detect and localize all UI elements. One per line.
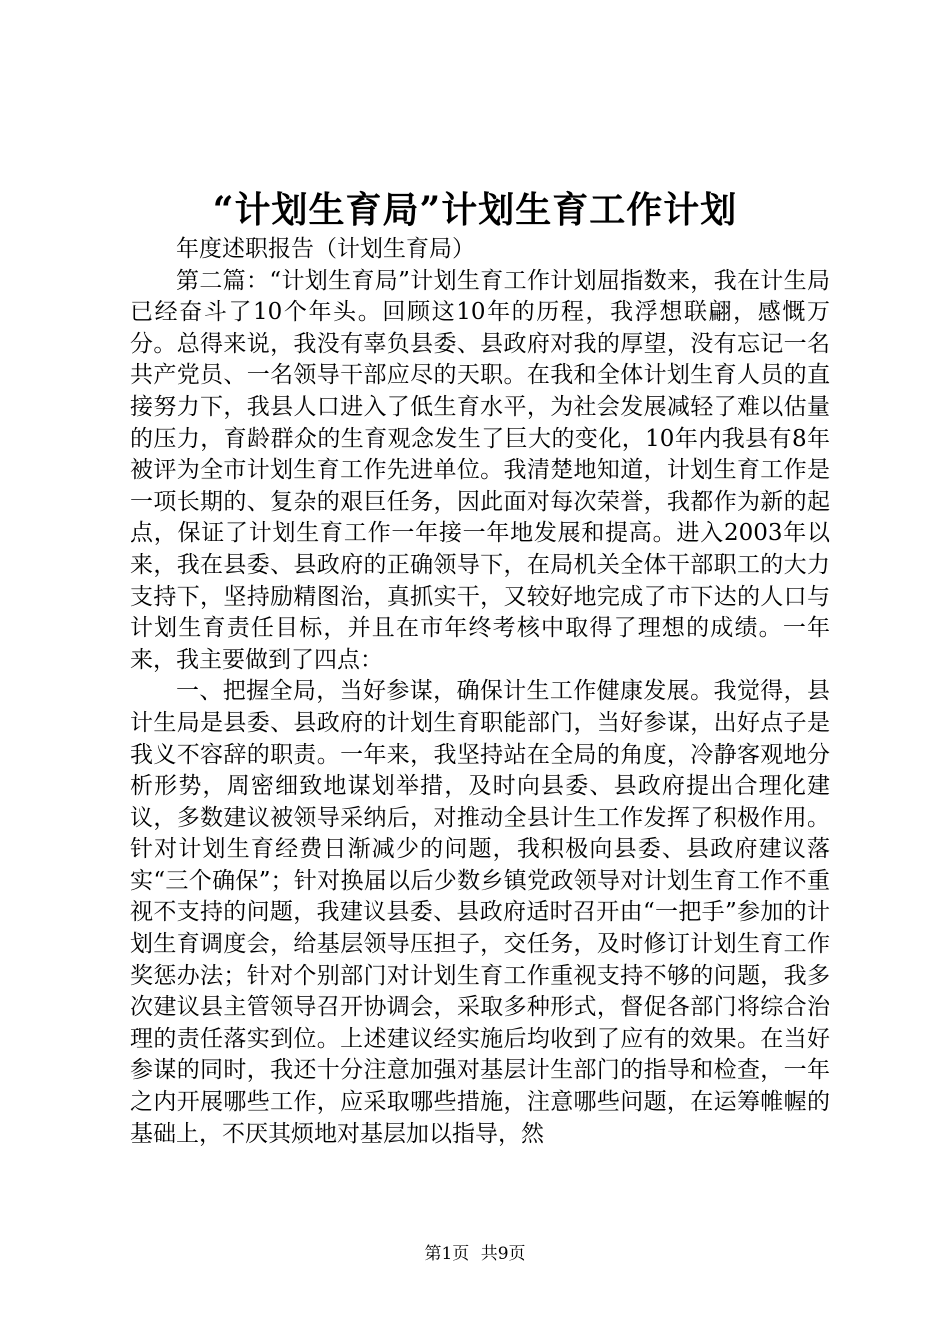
page-number: 第1页	[424, 1244, 470, 1264]
document-title: “计划生育局”计划生育工作计划	[212, 189, 738, 231]
paragraph-intro: 第二篇：“计划生育局”计划生育工作计划屈指数来，我在计生局已经奋斗了10个年头。回顾这10年的历程，我浮想联翩，感慨万分。总得来说，我没有辜负县委、县政府对我的厚望，没有忘记一名共产党员、一名领导干部应尽的天职。在我和全体计划生育人员的直接努力下，我县人口进入了低生育水平，为社会发展减轻了难以估量的压力，育龄群众的生育观念发生了巨大的变化，10年内我县有8年被评为全市计划生育工作先进单位。我清楚地知道，计划生育工作是一项长期的、复杂的艰巨任务，因此面对每次荣誉，我都作为新的起点，保证了计划生育工作一年接一年地发展和提高。进入2003年以来，我在县委、县政府的正确领导下，在局机关全体干部职工的大力支持下，坚持励精图治，真抓实干，又较好地完成了市下达的人口与计划生育责任目标，并且在市年终考核中取得了理想的成绩。一年来，我主要做到了四点：	[130, 267, 830, 673]
document-body	[130, 234, 830, 1150]
paragraph-section-one: 一、把握全局，当好参谋，确保计生工作健康发展。我觉得，县计生局是县委、县政府的计划生育职能部门，当好参谋，出好点子是我义不容辞的职责。一年来，我坚持站在全局的角度，冷静客观地分析形势，周密细致地谋划举措，及时向县委、县政府提出合理化建议，多数建议被领导采纳后，对推动全县计生工作发挥了积极作用。针对计划生育经费日渐减少的问题，我积极向县委、县政府建议落实“三个确保”；针对换届以后少数乡镇党政领导对计划生育工作不重视不支持的问题，我建议县委、县政府适时召开由“一把手”参加的计划生育调度会，给基层领导压担子，交任务，及时修订计划生育工作奖惩办法；针对个别部门对计划生育工作重视支持不够的问题，我多次建议县主管领导召开协调会，采取多种形式，督促各部门将综合治理的责任落实到位。上述建议经实施后均收到了应有的效果。在当好参谋的同时，我还十分注意加强对基层计生部门的指导和检查，一年之内开展哪些工作，应采取哪些措施，注意哪些问题，在运筹帷幄的基础上，不厌其烦地对基层加以指导，然	[130, 678, 830, 1147]
page-total: 共9页	[480, 1244, 526, 1264]
page-footer	[0, 1242, 950, 1266]
paragraph-subtitle: 年度述职报告（计划生育局）	[176, 236, 475, 262]
